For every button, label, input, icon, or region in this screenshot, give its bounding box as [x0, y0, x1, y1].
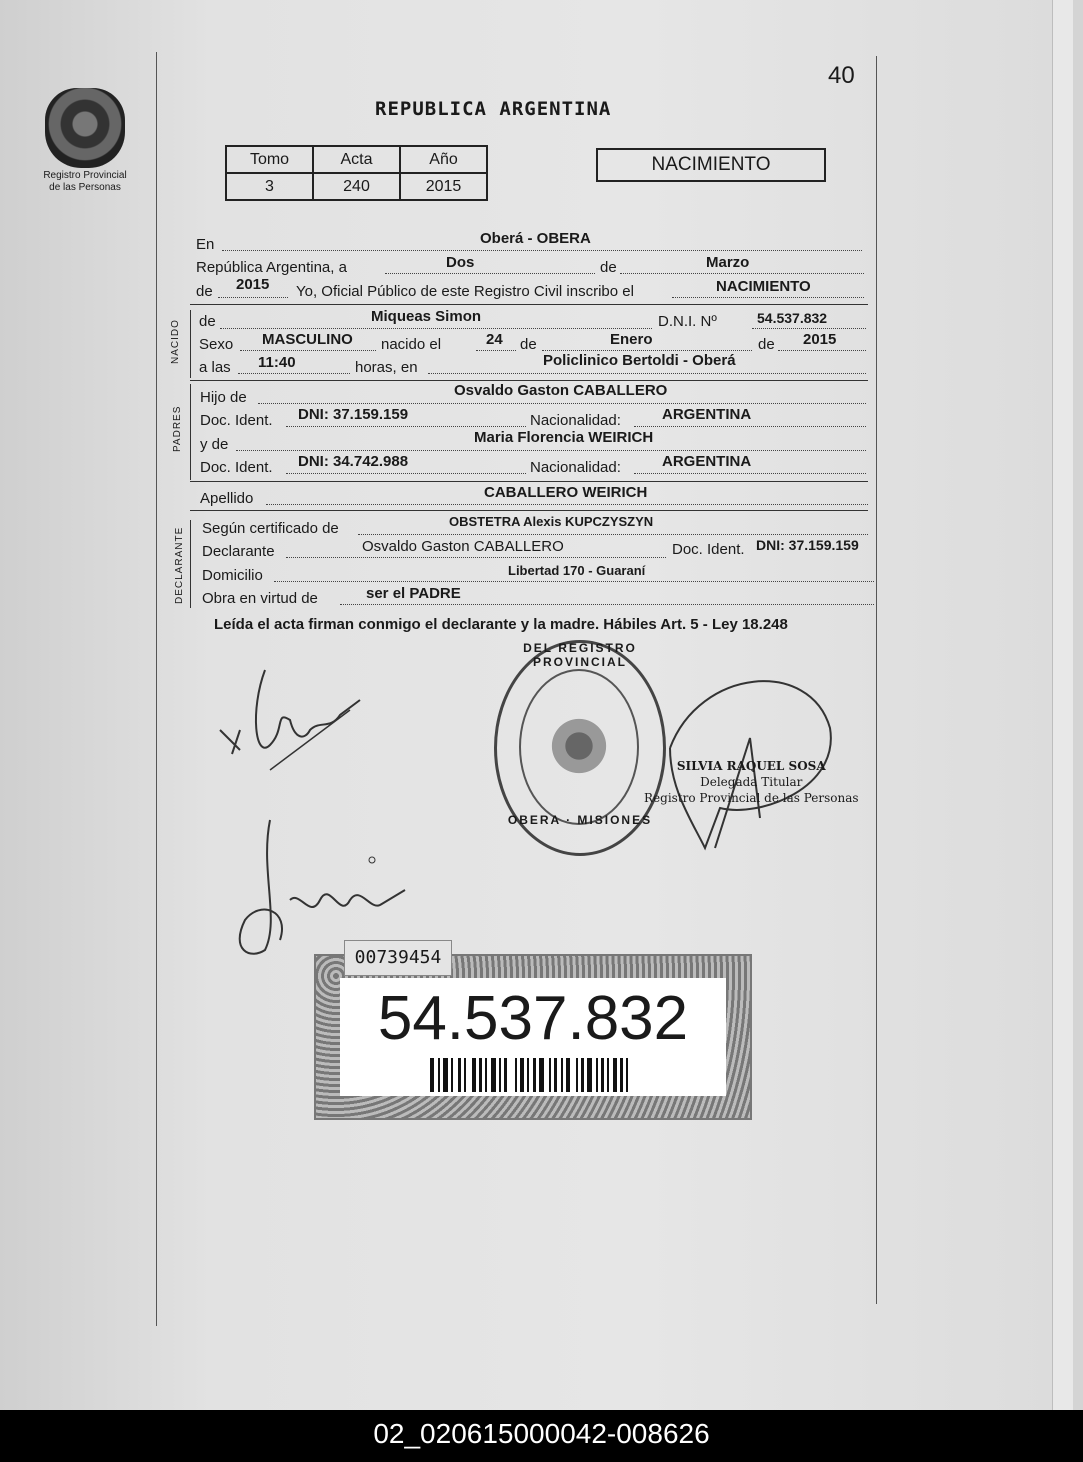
- domicilio-label: Domicilio: [202, 567, 263, 584]
- obra-label: Obra en virtud de: [202, 590, 318, 607]
- dotted-line: [476, 350, 516, 351]
- closing-statement: Leída el acta firman conmigo el declarante y la madre. Hábiles Art. 5 - Ley 18.248: [214, 616, 788, 633]
- dotted-line: [778, 350, 866, 351]
- nacionalidad-label: Nacionalidad:: [530, 459, 621, 476]
- dotted-line: [672, 297, 864, 298]
- label-number: 54.537.832: [377, 984, 689, 1053]
- child-name: Miqueas Simon: [371, 308, 482, 325]
- alas-label: a las: [199, 359, 231, 376]
- dotted-line: [385, 273, 595, 274]
- dotted-line: [286, 473, 526, 474]
- birth-time: 11:40: [258, 354, 296, 371]
- dotted-line: [752, 328, 866, 329]
- dotted-line: [286, 557, 666, 558]
- horas-label: horas, en: [355, 359, 418, 376]
- declarante-label: Declarante: [202, 543, 275, 560]
- logo-caption-line1: Registro Provincial: [43, 170, 127, 181]
- seal-top-text: DEL REGISTRO PROVINCIAL: [523, 641, 637, 669]
- value-tomo: 3: [226, 173, 313, 200]
- birth-month: Enero: [610, 331, 653, 348]
- section-nacido: NACIDO: [170, 319, 181, 364]
- mother-doc: DNI: 34.742.988: [298, 453, 409, 470]
- section-padres: PADRES: [172, 405, 183, 452]
- declarante-doc: DNI: 37.159.159: [756, 537, 859, 553]
- section-divider: [190, 510, 868, 511]
- barcode: [430, 1058, 688, 1092]
- registry-table: [225, 145, 488, 201]
- cert-label: Según certificado de: [202, 520, 339, 537]
- dotted-line: [274, 581, 874, 582]
- birth-day: 24: [486, 331, 503, 348]
- dotted-line: [258, 403, 866, 404]
- dotted-line: [220, 328, 652, 329]
- section-divider: [190, 481, 868, 482]
- declarant-signature: [210, 650, 380, 780]
- official-office: Registro Provincial de las Personas: [644, 791, 859, 805]
- doc-label: Doc. Ident.: [200, 459, 273, 476]
- official-text: Yo, Oficial Público de este Registro Civil inscribo el: [296, 283, 634, 300]
- child-dni: 54.537.832: [757, 310, 828, 326]
- dotted-line: [238, 373, 350, 374]
- official-name: SILVIA RAQUEL SOSA: [676, 759, 826, 773]
- dotted-line: [240, 350, 376, 351]
- dotted-line: [222, 250, 862, 251]
- file-identifier: 02_020615000042-008626: [373, 1418, 710, 1449]
- nacionalidad-label: Nacionalidad:: [530, 412, 621, 429]
- value-acta: 240: [313, 173, 400, 200]
- father-doc: DNI: 37.159.159: [298, 406, 409, 423]
- record-type-box: NACIMIENTO: [596, 148, 826, 182]
- birth-place: Policlinico Bertoldi - Oberá: [543, 352, 736, 369]
- section-bar: [190, 310, 191, 378]
- official-role: Delegada Titular: [700, 775, 803, 789]
- seal-bottom-text: OBERA · MISIONES: [507, 813, 653, 827]
- section-bar: [190, 520, 191, 608]
- page-number: 40: [828, 62, 855, 89]
- father-nationality: ARGENTINA: [662, 406, 752, 423]
- apellido-value: CABALLERO WEIRICH: [484, 484, 648, 501]
- section-divider: [190, 304, 868, 305]
- record-value: NACIMIENTO: [716, 278, 811, 295]
- apellido-label: Apellido: [200, 490, 254, 507]
- declarante-name: Osvaldo Gaston CABALLERO: [362, 538, 564, 555]
- official-seal: [494, 640, 666, 856]
- birth-year: 2015: [803, 331, 837, 348]
- page-edge: [1052, 0, 1073, 1410]
- sexo-label: Sexo: [199, 336, 234, 353]
- reason-value: ser el PADRE: [366, 585, 461, 602]
- mother-name: Maria Florencia WEIRICH: [474, 429, 654, 446]
- de-label: de: [758, 336, 775, 353]
- section-declarante: DECLARANTE: [174, 526, 185, 604]
- left-margin-line: [156, 52, 157, 1326]
- dni-label: D.N.I. Nº: [658, 313, 717, 330]
- dotted-line: [634, 426, 866, 427]
- nacido-de-label: de: [199, 313, 216, 330]
- month-value: Marzo: [706, 254, 750, 271]
- footer-bar: [0, 1410, 1083, 1462]
- dotted-line: [236, 450, 866, 451]
- de-label: de: [600, 259, 617, 276]
- cert-value: OBSTETRA Alexis KUPCZYSZYN: [449, 514, 654, 529]
- day-value: Dos: [446, 254, 475, 271]
- header-anio: Año: [400, 146, 487, 173]
- dotted-line: [358, 534, 868, 535]
- sexo-value: MASCULINO: [262, 331, 353, 348]
- mother-nationality: ARGENTINA: [662, 453, 752, 470]
- coat-of-arms-icon: [45, 88, 125, 168]
- dotted-line: [634, 473, 866, 474]
- yde-label: y de: [200, 436, 229, 453]
- address-value: Libertad 170 - Guaraní: [508, 563, 646, 578]
- dotted-line: [542, 350, 752, 351]
- dotted-line: [286, 426, 526, 427]
- dotted-line: [620, 273, 864, 274]
- header-tomo: Tomo: [226, 146, 313, 173]
- serial-number: 00739454: [344, 940, 452, 976]
- doc-label: Doc. Ident.: [200, 412, 273, 429]
- year-value: 2015: [236, 276, 270, 293]
- official-block: [644, 758, 859, 806]
- de-label: de: [520, 336, 537, 353]
- section-bar: [190, 384, 191, 480]
- dotted-line: [340, 604, 874, 605]
- seal-emblem-icon: [551, 711, 607, 781]
- en-label: En: [196, 236, 215, 253]
- section-divider: [190, 380, 868, 381]
- registry-logo: [40, 88, 130, 194]
- declarante-doc-label: Doc. Ident.: [672, 541, 745, 558]
- father-name: Osvaldo Gaston CABALLERO: [454, 382, 668, 399]
- dotted-line: [428, 373, 866, 374]
- de2-label: de: [196, 283, 213, 300]
- dotted-line: [266, 504, 868, 505]
- security-label-inner: [340, 978, 726, 1096]
- republic-label: República Argentina, a: [196, 259, 347, 276]
- dotted-line: [218, 297, 288, 298]
- place-value: Oberá - OBERA: [480, 230, 591, 247]
- logo-caption-line2: de las Personas: [49, 182, 121, 193]
- document-title: REPUBLICA ARGENTINA: [375, 98, 612, 120]
- right-margin-line: [876, 56, 877, 1304]
- seal-inner-ring: [519, 669, 639, 825]
- header-acta: Acta: [313, 146, 400, 173]
- value-anio: 2015: [400, 173, 487, 200]
- security-label: [314, 954, 752, 1120]
- hijo-label: Hijo de: [200, 389, 247, 406]
- nacido-el-label: nacido el: [381, 336, 442, 353]
